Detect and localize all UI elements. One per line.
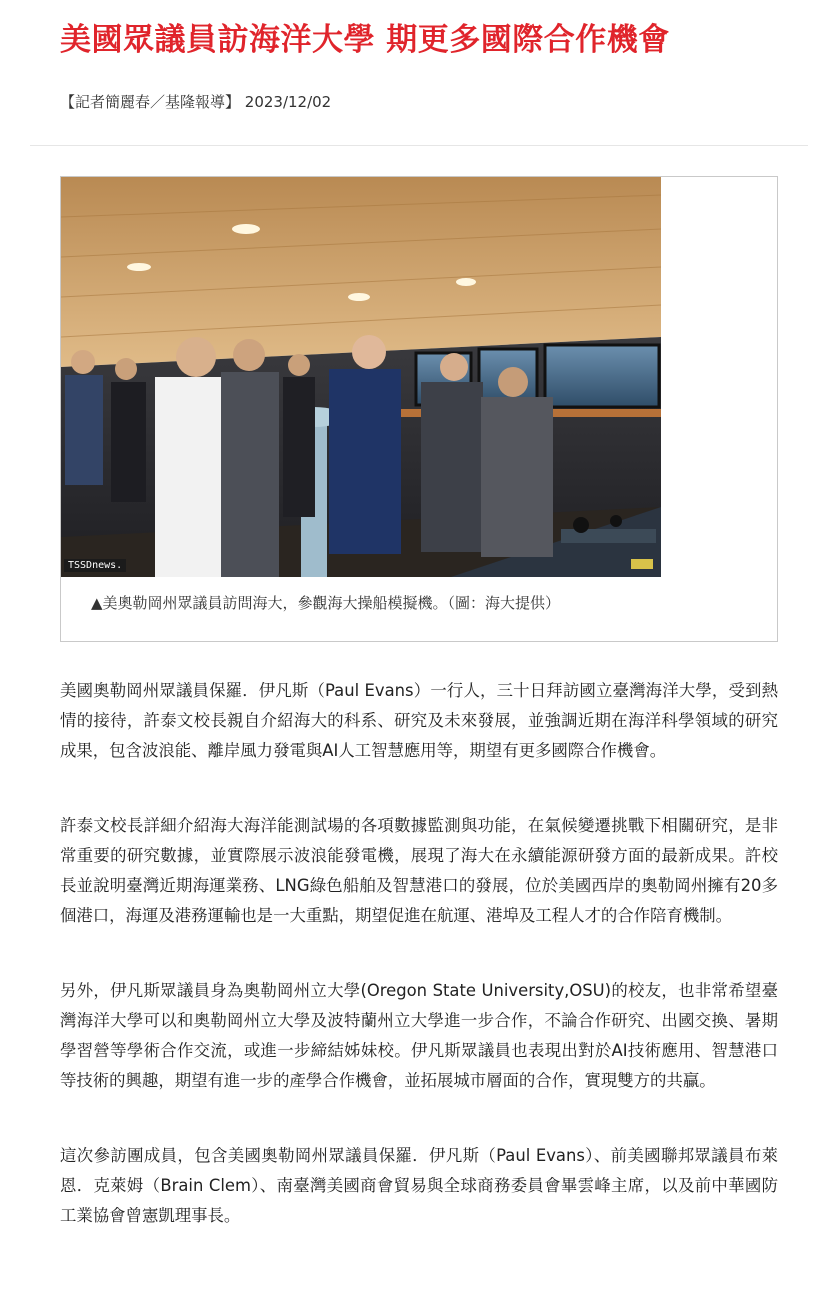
article-photo[interactable] — [61, 177, 661, 577]
byline: 【記者簡麗春／基隆報導】 2023/12/02 — [60, 93, 332, 111]
article-body — [60, 676, 778, 1276]
article-title: 美國眾議員訪海洋大學 期更多國際合作機會 — [60, 22, 670, 58]
photo-illustration — [61, 177, 661, 577]
paragraph-4: 這次參訪團成員，包含美國奧勒岡州眾議員保羅．伊凡斯（Paul Evans）、前美國聯邦眾議員布萊恩．克萊姆（Brain Clem）、南臺灣美國商會貿易與全球商務委員會畢雲峰主席，以及前中華國防工業協會曾憲凱理事長。 — [60, 1146, 778, 1225]
divider — [30, 145, 808, 146]
paragraph-1: 美國奧勒岡州眾議員保羅．伊凡斯（Paul Evans）一行人，三十日拜訪國立臺灣海洋大學，受到熱情的接待，許泰文校長親自介紹海大的科系、研究及未來發展，並強調近期在海洋科學領域的研究成果，包含波浪能、離岸風力發電與AI人工智慧應用等，期望有更多國際合作機會。 — [60, 681, 778, 760]
paragraph-3: 另外，伊凡斯眾議員身為奧勒岡州立大學(Oregon State University,OSU)的校友，也非常希望臺灣海洋大學可以和奧勒岡州立大學及波特蘭州立大學進一步合作，不論合作研究、出國交換、暑期學習營等學術合作交流，或進一步締結姊妹校。伊凡斯眾議員也表現出對於AI技術應用、智慧港口等技術的興趣，期望有進一步的產學合作機會，並拓展城市層面的合作，實現雙方的共贏。 — [60, 981, 778, 1090]
photo-figure — [60, 176, 778, 642]
photo-watermark: TSSDnews. — [64, 559, 126, 572]
photo-caption: ▲美奧勒岡州眾議員訪問海大，參觀海大操船模擬機。（圖：海大提供） — [91, 594, 561, 612]
paragraph-2: 許泰文校長詳細介紹海大海洋能測試場的各項數據監測與功能，在氣候變遷挑戰下相關研究，是非常重要的研究數據，並實際展示波浪能發電機，展現了海大在永續能源研發方面的最新成果。許校長並說明臺灣近期海運業務、LNG綠色船舶及智慧港口的發展，位於美國西岸的奧勒岡州擁有20多個港口，海運及港務運輸也是一大重點，期望促進在航運、港埠及工程人才的合作陪育機制。 — [60, 816, 778, 925]
